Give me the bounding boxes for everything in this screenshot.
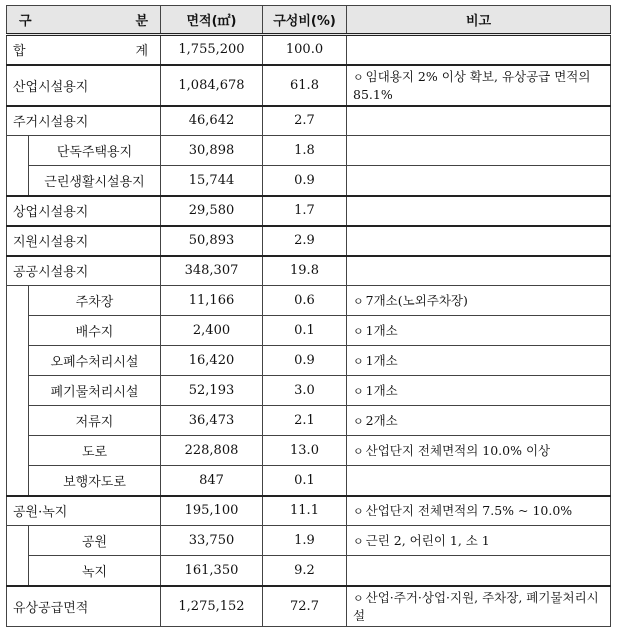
table-row	[7, 466, 611, 496]
table-row	[7, 35, 611, 65]
table-row	[7, 166, 611, 196]
bullet-icon: ㅇ	[353, 384, 364, 398]
row-remark	[347, 376, 611, 406]
row-ratio: 11.1	[263, 496, 347, 526]
row-label: 공원·녹지	[7, 496, 161, 526]
row-ratio: 2.1	[263, 406, 347, 436]
row-area: 161,350	[161, 556, 263, 586]
row-remark	[347, 196, 611, 226]
header-area: 면적(㎡)	[161, 6, 263, 35]
row-area: 16,420	[161, 346, 263, 376]
bullet-icon: ㅇ	[353, 414, 364, 428]
row-area: 15,744	[161, 166, 263, 196]
row-remark	[347, 286, 611, 316]
row-area: 50,893	[161, 226, 263, 256]
row-ratio: 3.0	[263, 376, 347, 406]
bullet-icon: ㅇ	[353, 294, 364, 308]
row-ratio: 2.7	[263, 106, 347, 136]
remark-text: 근린 2, 어린이 1, 소 1	[365, 532, 490, 548]
row-remark	[347, 35, 611, 65]
row-label: 공원	[29, 526, 161, 556]
row-area: 33,750	[161, 526, 263, 556]
remark-text: 7개소(노외주차장)	[365, 292, 468, 308]
table-row	[7, 346, 611, 376]
total-label-left: 합	[13, 44, 26, 60]
table-row	[7, 586, 611, 627]
remark-text: 산업단지 전체면적의 10.0% 이상	[365, 442, 551, 458]
row-remark	[347, 226, 611, 256]
table-row	[7, 436, 611, 466]
row-area: 29,580	[161, 196, 263, 226]
header-category-right: 분	[135, 14, 148, 29]
row-ratio: 0.9	[263, 166, 347, 196]
row-ratio: 13.0	[263, 436, 347, 466]
row-remark	[347, 526, 611, 556]
row-area: 1,275,152	[161, 586, 263, 627]
remark-text: 1개소	[365, 382, 398, 398]
row-label: 보행자도로	[29, 466, 161, 496]
bullet-icon: ㅇ	[353, 534, 364, 548]
row-remark	[347, 316, 611, 346]
table-row	[7, 316, 611, 346]
row-remark	[347, 406, 611, 436]
remark-text: 산업·주거·상업·지원, 주차장, 폐기물처리시설	[353, 589, 599, 623]
row-remark	[347, 556, 611, 586]
table-row	[7, 556, 611, 586]
land-use-table	[6, 5, 611, 627]
row-ratio: 0.6	[263, 286, 347, 316]
row-remark	[347, 166, 611, 196]
row-label: 단독주택용지	[29, 136, 161, 166]
row-label: 주거시설용지	[7, 106, 161, 136]
table-row	[7, 496, 611, 526]
row-label: 주차장	[29, 286, 161, 316]
row-label: 폐기물처리시설	[29, 376, 161, 406]
row-area: 46,642	[161, 106, 263, 136]
bullet-icon: ㅇ	[353, 70, 364, 84]
bullet-icon: ㅇ	[353, 354, 364, 368]
table-row	[7, 196, 611, 226]
row-area: 36,473	[161, 406, 263, 436]
table-row	[7, 376, 611, 406]
row-remark	[347, 586, 611, 627]
row-remark	[347, 256, 611, 286]
bullet-icon: ㅇ	[353, 504, 364, 518]
header-row	[7, 6, 611, 35]
row-remark	[347, 136, 611, 166]
remark-text: 산업단지 전체면적의 7.5% ~ 10.0%	[365, 502, 573, 518]
row-label: 오폐수처리시설	[29, 346, 161, 376]
row-remark	[347, 106, 611, 136]
row-area: 348,307	[161, 256, 263, 286]
remark-text: 1개소	[365, 322, 398, 338]
row-remark	[347, 496, 611, 526]
row-area: 30,898	[161, 136, 263, 166]
row-ratio: 1.7	[263, 196, 347, 226]
bullet-icon: ㅇ	[353, 591, 364, 605]
remark-text: 2개소	[365, 412, 398, 428]
row-label: 유상공급면적	[7, 586, 161, 627]
remark-text: 임대용지 2% 이상 확보, 유상공급 면적의 85.1%	[353, 68, 591, 102]
row-area: 1,084,678	[161, 65, 263, 106]
row-ratio: 0.9	[263, 346, 347, 376]
table-row	[7, 136, 611, 166]
row-ratio: 2.9	[263, 226, 347, 256]
row-area: 11,166	[161, 286, 263, 316]
row-area: 2,400	[161, 316, 263, 346]
indent-cell	[7, 286, 29, 496]
indent-cell	[7, 526, 29, 586]
row-ratio: 0.1	[263, 466, 347, 496]
header-remark: 비고	[347, 6, 611, 35]
row-remark	[347, 65, 611, 106]
row-label	[7, 35, 161, 65]
indent-cell	[7, 136, 29, 196]
row-label: 저류지	[29, 406, 161, 436]
table-row	[7, 106, 611, 136]
table-row	[7, 286, 611, 316]
table-row	[7, 256, 611, 286]
row-label: 근린생활시설용지	[29, 166, 161, 196]
row-ratio: 0.1	[263, 316, 347, 346]
table-row	[7, 406, 611, 436]
row-ratio: 61.8	[263, 65, 347, 106]
row-label: 녹지	[29, 556, 161, 586]
row-area: 52,193	[161, 376, 263, 406]
row-area: 195,100	[161, 496, 263, 526]
total-label-right: 계	[135, 44, 148, 60]
row-label: 지원시설용지	[7, 226, 161, 256]
bullet-icon: ㅇ	[353, 324, 364, 338]
row-remark	[347, 436, 611, 466]
row-ratio: 72.7	[263, 586, 347, 627]
bullet-icon: ㅇ	[353, 444, 364, 458]
row-ratio: 9.2	[263, 556, 347, 586]
row-area: 1,755,200	[161, 35, 263, 65]
row-remark	[347, 466, 611, 496]
table-row	[7, 526, 611, 556]
row-remark	[347, 346, 611, 376]
table-row	[7, 65, 611, 106]
table-row	[7, 226, 611, 256]
row-area: 847	[161, 466, 263, 496]
row-area: 228,808	[161, 436, 263, 466]
row-ratio: 100.0	[263, 35, 347, 65]
row-label: 배수지	[29, 316, 161, 346]
row-ratio: 1.9	[263, 526, 347, 556]
row-ratio: 19.8	[263, 256, 347, 286]
header-category	[7, 6, 161, 35]
header-category-left: 구	[19, 14, 32, 29]
row-label: 도로	[29, 436, 161, 466]
header-ratio: 구성비(%)	[263, 6, 347, 35]
row-label: 공공시설용지	[7, 256, 161, 286]
row-label: 상업시설용지	[7, 196, 161, 226]
row-ratio: 1.8	[263, 136, 347, 166]
row-label: 산업시설용지	[7, 65, 161, 106]
remark-text: 1개소	[365, 352, 398, 368]
